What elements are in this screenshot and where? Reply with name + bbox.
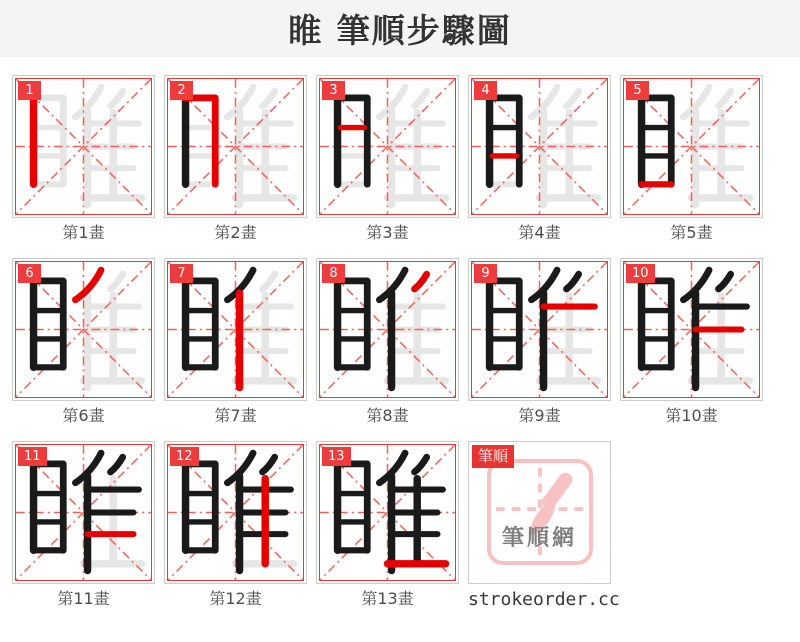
step-caption: 第1畫: [62, 223, 105, 242]
step-caption: 第10畫: [665, 406, 718, 425]
step-caption: 第7畫: [214, 406, 257, 425]
logo-box: [487, 459, 593, 565]
step-caption: 第11畫: [57, 589, 110, 608]
character-grid-box: [319, 261, 456, 398]
stroke-step-cell: [316, 258, 459, 401]
step-caption: 第3畫: [366, 223, 409, 242]
step-caption: 第8畫: [366, 406, 409, 425]
step-number-badge: 4: [474, 81, 497, 100]
step-number-badge: 11: [18, 447, 47, 466]
stroke-step-block: [316, 441, 459, 609]
logo-cell: [468, 441, 611, 584]
character-grid-box: [623, 261, 760, 398]
stroke-step-cell: [12, 75, 155, 218]
stroke-step-block: [316, 75, 459, 242]
stroke-step-block: [164, 441, 307, 609]
stroke-step-block: [620, 258, 763, 425]
stroke-step-block: [468, 258, 611, 425]
character-grid-box: [167, 444, 304, 581]
stroke-step-cell: [316, 75, 459, 218]
stroke-step-cell: [164, 75, 307, 218]
character-grid-box: [15, 78, 152, 215]
step-number-badge: 7: [170, 264, 193, 283]
stroke-step-cell: [12, 441, 155, 584]
step-number-badge: 13: [322, 447, 351, 466]
step-number-badge: 12: [170, 447, 199, 466]
stroke-step-cell: [620, 258, 763, 401]
step-caption: 第5畫: [670, 223, 713, 242]
character-grid-box: [319, 444, 456, 581]
logo-cell-block: [468, 441, 620, 610]
step-number-badge: 10: [626, 264, 655, 283]
character-grid-box: [471, 261, 608, 398]
stroke-step-cell: [316, 441, 459, 584]
site-url: strokeorder.cc: [468, 589, 620, 610]
step-number-badge: 6: [18, 264, 41, 283]
step-number-badge: 3: [322, 81, 345, 100]
stroke-step-block: [316, 258, 459, 425]
stroke-step-block: [620, 75, 763, 242]
step-number-badge: 9: [474, 264, 497, 283]
step-caption: 第9畫: [518, 406, 561, 425]
character-grid-box: [319, 78, 456, 215]
page-title: 睢 筆順步驟圖: [288, 11, 512, 50]
character-grid-box: [623, 78, 760, 215]
step-number-badge: 8: [322, 264, 345, 283]
step-number-badge: 2: [170, 81, 193, 100]
logo-badge: 筆順: [472, 445, 514, 468]
logo-brand-text: 筆順網: [501, 526, 577, 551]
stroke-step-cell: [164, 441, 307, 584]
stroke-step-cell: [468, 258, 611, 401]
stroke-step-block: [468, 75, 611, 242]
stroke-step-block: [12, 258, 155, 425]
step-number-badge: 1: [18, 81, 41, 100]
stroke-step-block: [12, 75, 155, 242]
step-caption: 第12畫: [209, 589, 262, 608]
steps-grid: [0, 57, 800, 625]
stroke-step-block: [164, 75, 307, 242]
character-grid-box: [15, 261, 152, 398]
step-caption: 第4畫: [518, 223, 561, 242]
title-band: [0, 0, 800, 57]
stroke-step-block: [164, 258, 307, 425]
character-grid-box: [167, 78, 304, 215]
character-grid-box: [15, 444, 152, 581]
step-caption: 第13畫: [361, 589, 414, 608]
step-number-badge: 5: [626, 81, 649, 100]
stroke-step-block: [12, 441, 155, 609]
stroke-step-cell: [12, 258, 155, 401]
character-grid-box: [167, 261, 304, 398]
step-caption: 第6畫: [62, 406, 105, 425]
step-caption: 第2畫: [214, 223, 257, 242]
stroke-step-cell: [620, 75, 763, 218]
stroke-step-cell: [164, 258, 307, 401]
stroke-step-cell: [468, 75, 611, 218]
character-grid-box: [471, 78, 608, 215]
